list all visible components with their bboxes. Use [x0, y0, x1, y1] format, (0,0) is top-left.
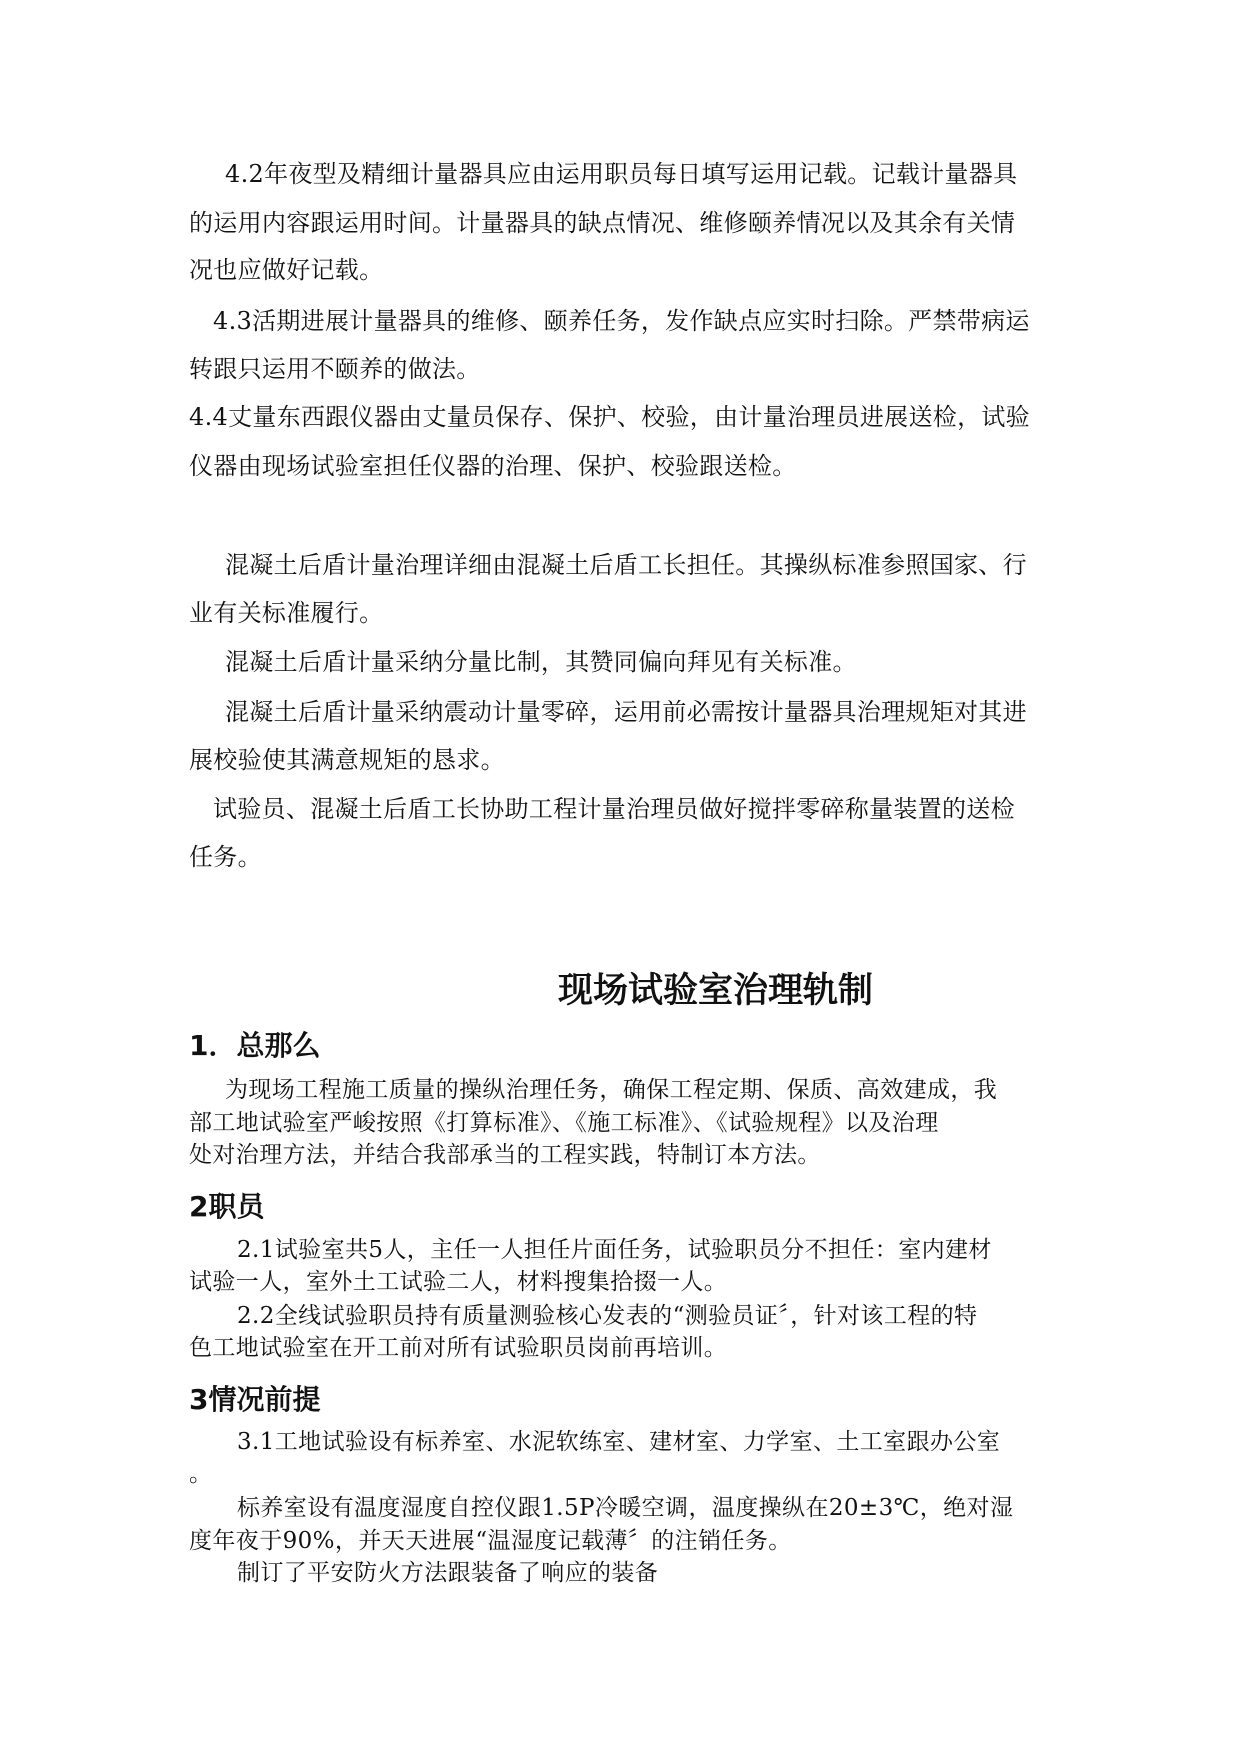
- text-line: 任务。: [189, 843, 262, 871]
- text-line: 4.2年夜型及精细计量器具应由运用职员每日填写运用记载。记载计量器具: [225, 160, 1018, 188]
- text-line: 4.3活期进展计量器具的维修、颐养任务，发作缺点应实时扫除。严禁带病运: [213, 307, 1030, 335]
- text-line: 试验一人，室外土工试验二人，材料搜集拾掇一人。: [189, 1269, 728, 1295]
- text-line: 色工地试验室在开工前对所有试验职员岗前再培训。: [189, 1335, 728, 1361]
- text-line: 2.1试验室共5人，主任一人担任片面任务，试验职员分不担任：室内建材: [237, 1237, 992, 1263]
- text-line: 混凝土后盾计量治理详细由混凝土后盾工长担任。其操纵标准参照国家、行: [225, 551, 1027, 579]
- text-line: 业有关标准履行。: [189, 599, 384, 627]
- text-line: 混凝土后盾计量采纳震动计量零碎，运用前必需按计量器具治理规矩对其进: [225, 698, 1027, 726]
- text-line: 4.4丈量东西跟仪器由丈量员保存、保护、校验，由计量治理员进展送检，试验: [189, 403, 1030, 431]
- text-line: 度年夜于90%，并天天进展“温湿度记载薄〞的注销任务。: [189, 1528, 792, 1554]
- text-line: 制订了平安防火方法跟装备了响应的装备: [237, 1560, 659, 1586]
- text-line: 转跟只运用不颐养的做法。: [189, 355, 481, 383]
- section-heading-conditions: 3情况前提: [189, 1383, 321, 1416]
- document-title: 现场试验室治理轨制: [558, 971, 874, 1011]
- text-line: 2.2全线试验职员持有质量测验核心发表的“测验员证〞，针对该工程的特: [237, 1303, 978, 1329]
- text-line: 混凝土后盾计量采纳分量比制，其赞同偏向拜见有关标准。: [225, 648, 857, 676]
- text-line: 试验员、混凝土后盾工长协助工程计量治理员做好搅拌零碎称量装置的送检: [213, 795, 1015, 823]
- section-heading-staff: 2职员: [189, 1190, 265, 1223]
- text-line: 为现场工程施工质量的操纵治理任务，确保工程定期、保质、高效建成，我: [225, 1077, 998, 1103]
- text-line: 况也应做好记载。: [189, 256, 384, 284]
- text-line: 部工地试验室严峻按照《打算标准》、《施工标准》、《试验规程》以及治理: [189, 1110, 939, 1136]
- text-line: 仪器由现场试验室担任仪器的治理、保护、校验跟送检。: [189, 452, 797, 480]
- text-line: 标养室设有温度湿度自控仪跟1.5P冷暖空调，温度操纵在20±3℃，绝对湿: [237, 1495, 1014, 1521]
- text-line: 处对治理方法，并结合我部承当的工程实践，特制订本方法。: [189, 1142, 821, 1168]
- text-line: 3.1工地试验设有标养室、水泥软练室、建材室、力学室、土工室跟办公室: [237, 1429, 1001, 1455]
- text-line: 的运用内容跟运用时间。计量器具的缺点情况、维修颐养情况以及其余有关情: [189, 209, 1016, 237]
- section-heading-general: 1．总那么: [189, 1029, 321, 1062]
- text-line: 展校验使其满意规矩的恳求。: [189, 746, 505, 774]
- text-line: 。: [189, 1461, 213, 1487]
